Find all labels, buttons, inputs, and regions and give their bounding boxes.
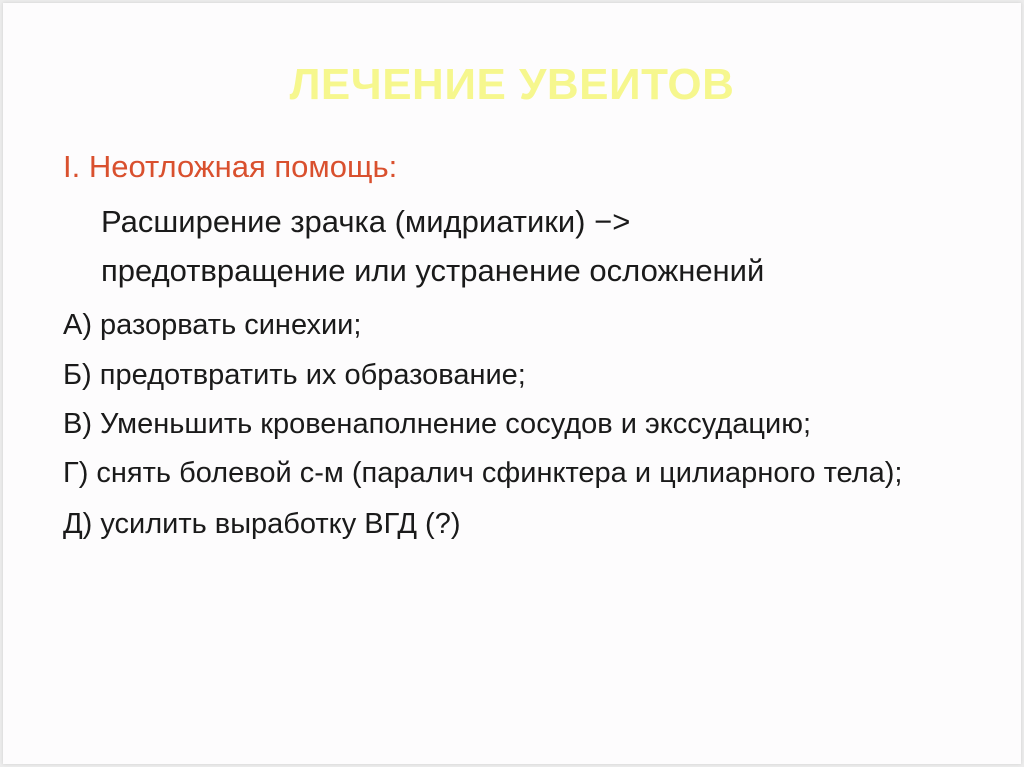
list-item-b: Б) предотвратить их образование; (63, 359, 526, 391)
list-item-d: Д) усилить выработку ВГД (?) (63, 508, 461, 540)
slide (3, 3, 1021, 764)
list-item-g: Г) снять болевой с-м (паралич сфинктера и цилиарного тела); (63, 457, 903, 489)
list-item-a: А) разорвать синехии; (63, 309, 362, 341)
intro-line-1: Расширение зрачка (мидриатики) −> (101, 204, 631, 239)
slide-title: ЛЕЧЕНИЕ УВЕИТОВ (289, 60, 735, 109)
section-heading: I. Неотложная помощь: (63, 149, 398, 184)
intro-line-2: предотвращение или устранение осложнений (101, 253, 765, 288)
list-item-v: В) Уменьшить кровенаполнение сосудов и экссудацию; (63, 408, 812, 440)
